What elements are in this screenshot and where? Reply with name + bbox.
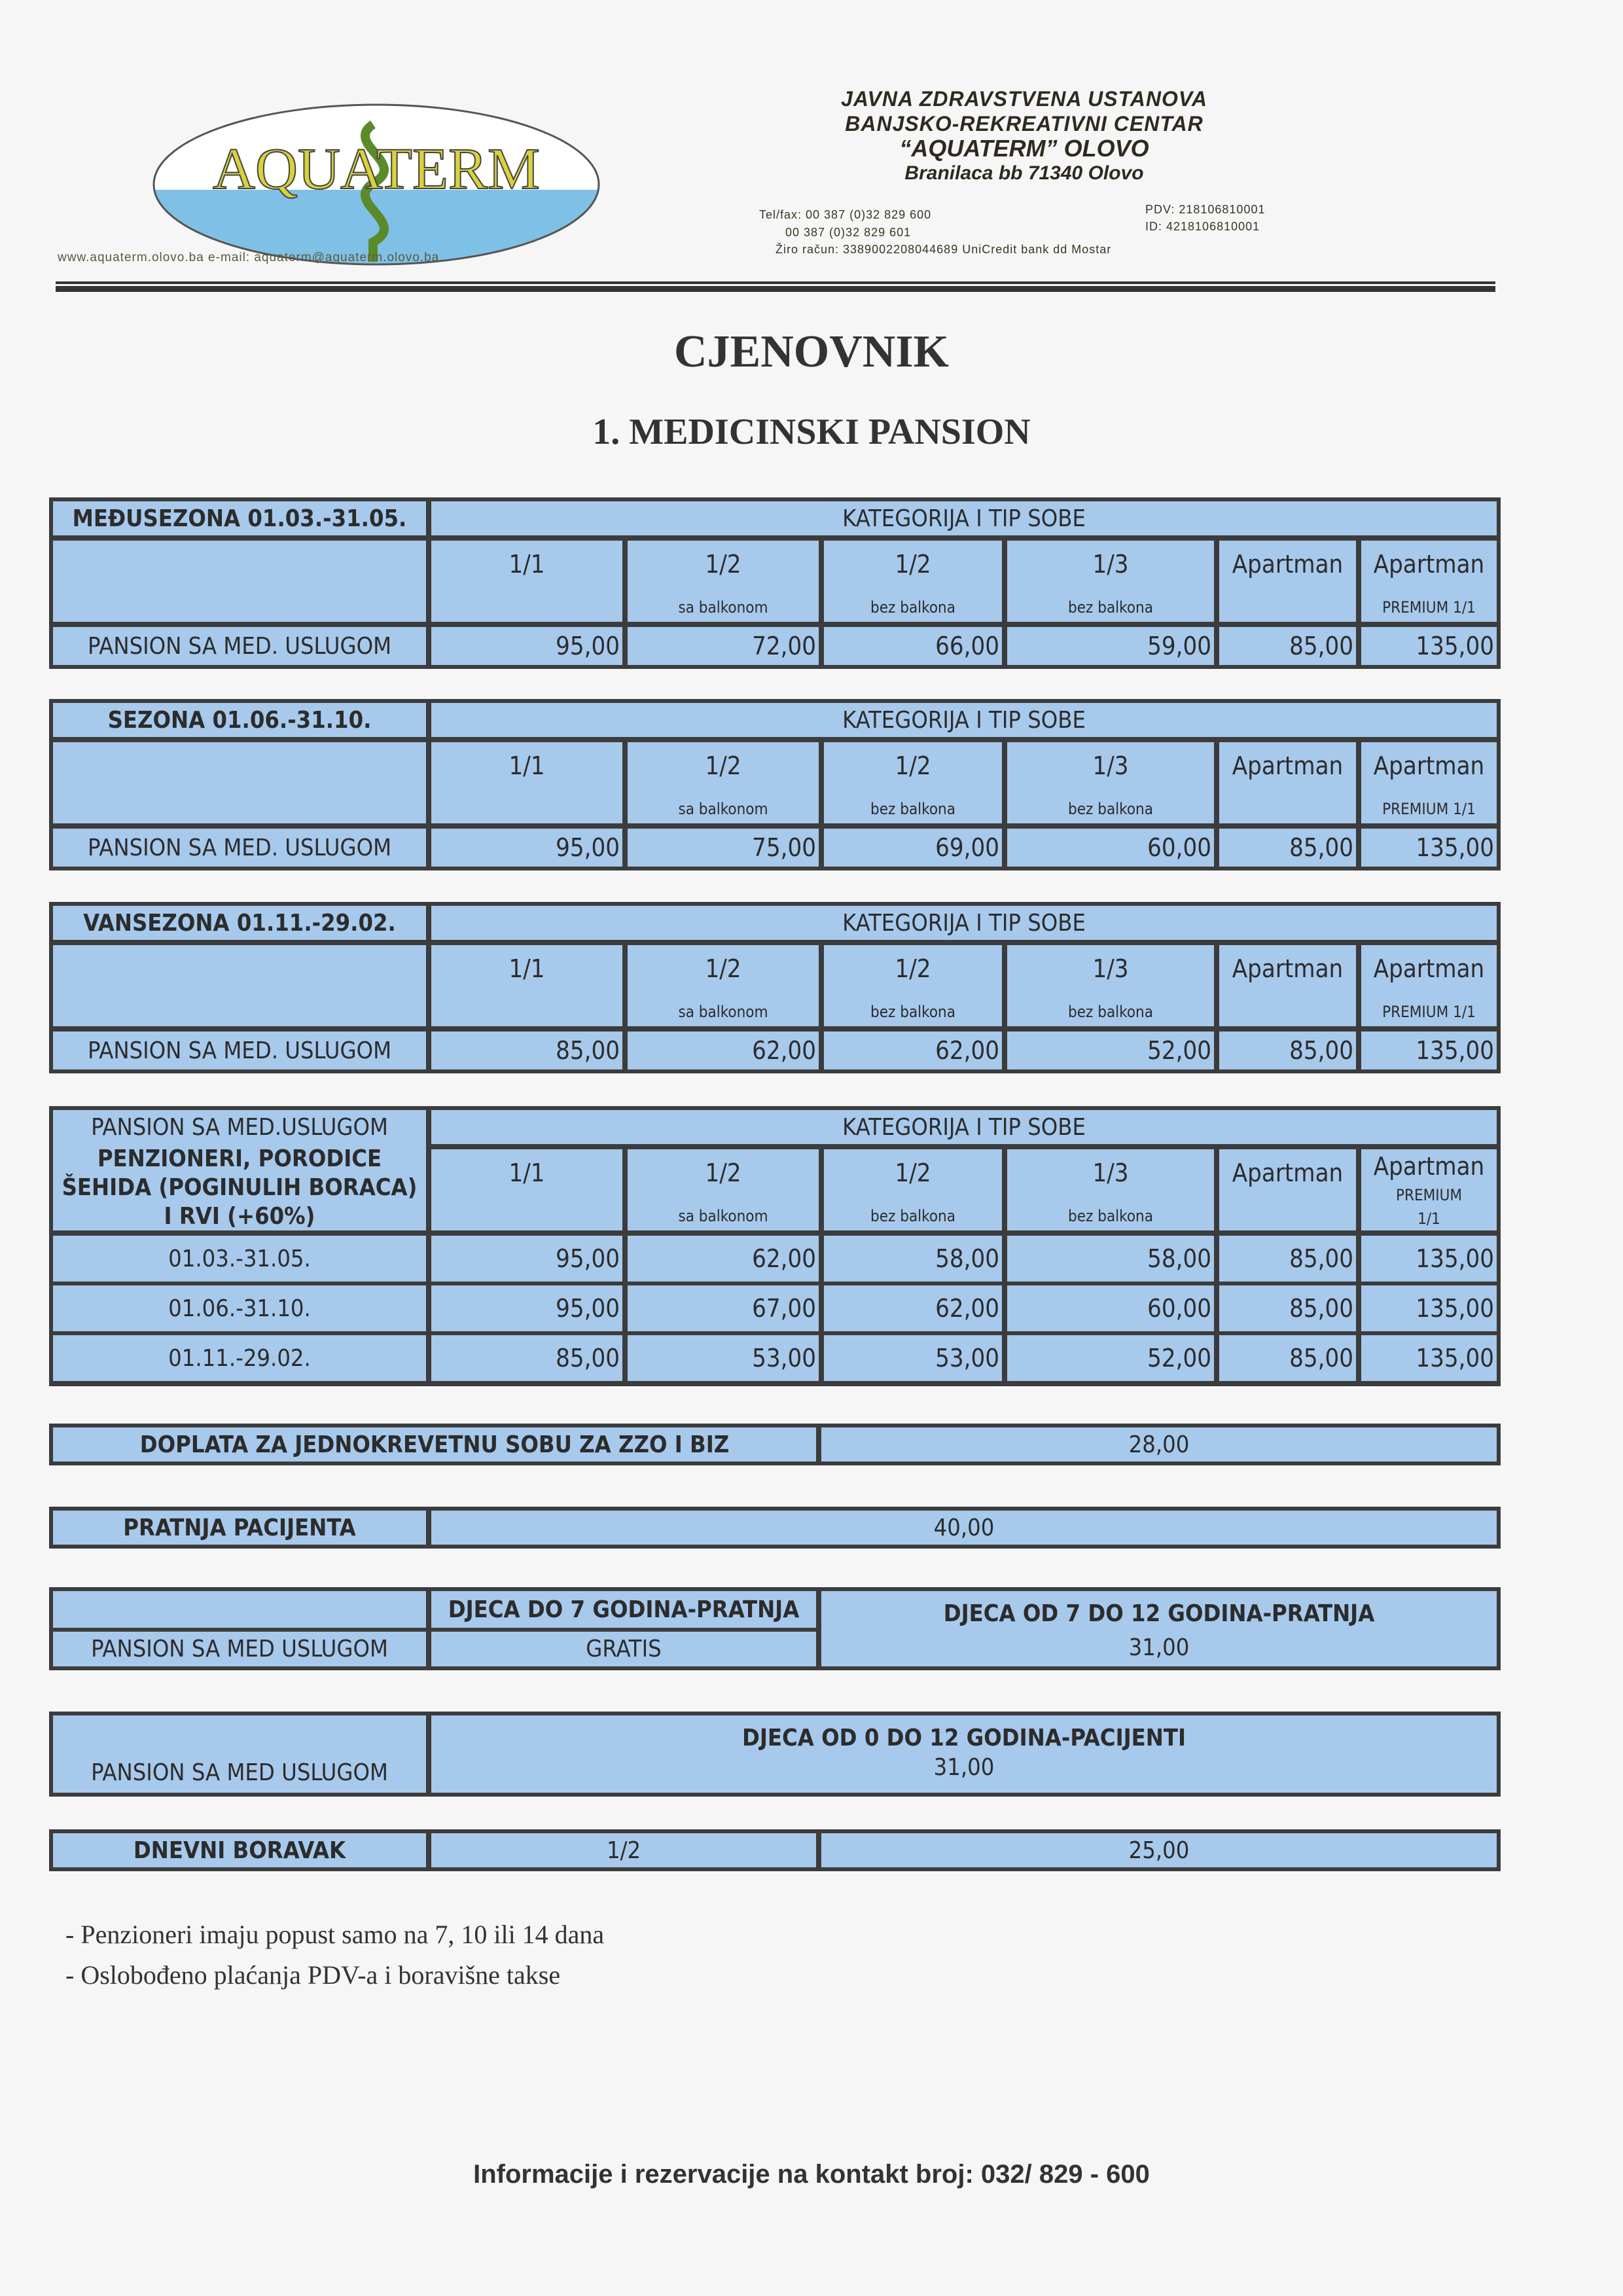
dnevni-boravak-table [49,1829,1501,1871]
logo-text: AQUATERM [212,137,541,202]
column-header [824,742,1002,823]
category-header: KATEGORIJA I TIP SOBE [431,1110,1497,1144]
doplata-label: DOPLATA ZA JEDNOKREVETNU SOBU ZA ZZO I BIZ [53,1427,816,1462]
price-cell: 59,00 [1007,627,1214,665]
special-label-bold-1: PENZIONERI, PORODICE [97,1145,382,1172]
column-sub: bez balkona [870,598,955,617]
category-header: KATEGORIJA I TIP SOBE [431,906,1497,940]
column-main: Apartman [1373,954,1485,983]
row-label: PANSION SA MED. USLUGOM [53,1031,426,1069]
footer-contact: Informacije i rezervacije na kontakt broj: 032/ 829 - 600 [473,2160,1150,2189]
column-header [1219,945,1356,1026]
id-number: ID: 4218106810001 [1145,220,1260,233]
org-line-2: BANJSKO-REKREATIVNI CENTAR [845,112,1204,135]
column-main: Apartman [1373,751,1485,780]
season-label: SEZONA 01.06.-31.10. [53,703,426,737]
price-cell: 135,00 [1361,1236,1497,1282]
organization-block [753,86,1296,186]
column-header [1007,945,1214,1026]
doplata-value: 28,00 [821,1427,1497,1462]
price-cell: 62,00 [824,1031,1002,1069]
column-sub: PREMIUM 1/1 [1382,800,1476,818]
season-label: VANSEZONA 01.11.-29.02. [53,906,426,940]
dnevni-type: 1/2 [431,1833,816,1867]
column-sub: PREMIUM [1395,1186,1463,1204]
children-7-12-header: DJECA OD 7 DO 12 GODINA-PRATNJA [943,1600,1375,1627]
season-price-table [49,699,1501,870]
column-main: Apartman [1232,550,1344,579]
price-cell: 85,00 [1219,1236,1356,1282]
price-cell: 53,00 [628,1335,819,1381]
price-cell: 53,00 [824,1335,1002,1381]
column-main: 1/2 [895,954,931,983]
column-header [628,742,819,823]
column-sub: sa balkonom [678,1003,768,1021]
price-cell: 85,00 [431,1031,622,1069]
note-2: - Oslobođeno plaćanja PDV-a i boravišne takse [65,1960,561,1990]
column-main: 1/3 [1092,751,1129,780]
aquaterm-logo [147,98,605,272]
column-header-premium [1361,1149,1497,1230]
price-cell: 66,00 [824,627,1002,665]
period-label: 01.11.-29.02. [53,1335,426,1381]
column-sub: bez balkona [870,800,955,818]
pdv-number: PDV: 218106810001 [1145,203,1266,216]
column-main: Apartman [1232,751,1344,780]
price-cell: 95,00 [431,1236,622,1282]
tel-fax: Tel/fax: 00 387 (0)32 829 600 [759,208,932,221]
price-cell: 95,00 [431,1285,622,1331]
price-cell: 135,00 [1361,1335,1497,1381]
dnevni-value: 25,00 [821,1833,1497,1867]
column-main: Apartman [1232,1158,1344,1187]
season-label: MEĐUSEZONA 01.03.-31.05. [53,501,426,535]
price-cell: 58,00 [824,1236,1002,1282]
price-cell: 85,00 [1219,1285,1356,1331]
price-cell: 62,00 [824,1285,1002,1331]
column-main: 1/1 [508,954,545,983]
column-sub: bez balkona [1068,1207,1153,1225]
price-cell: 135,00 [1361,1285,1497,1331]
price-cell: 72,00 [628,627,819,665]
price-cell: 85,00 [1219,829,1356,867]
price-cell: 85,00 [1219,627,1356,665]
column-header [1361,742,1497,823]
price-cell: 58,00 [1007,1236,1214,1282]
row-label: PANSION SA MED. USLUGOM [53,829,426,867]
price-cell: 95,00 [431,829,622,867]
price-cell: 85,00 [1219,1335,1356,1381]
column-sub: bez balkona [870,1003,955,1021]
column-header [628,541,819,622]
column-header [1007,742,1214,823]
column-main: 1/2 [895,1158,931,1187]
doplata-table [49,1424,1501,1465]
notes [65,1914,604,1996]
column-header [824,1149,1002,1230]
pratnja-table [49,1507,1501,1549]
column-main: 1/1 [508,1158,545,1187]
column-header [824,945,1002,1026]
column-header [1361,541,1497,622]
column-sub: sa balkonom [678,598,768,617]
price-cell: 95,00 [431,627,622,665]
special-price-table [49,1106,1501,1386]
price-cell: 135,00 [1361,1031,1497,1069]
column-header [431,742,622,823]
patients-header: DJECA OD 0 DO 12 GODINA-PACIJENTI [741,1725,1186,1751]
children-under7-value: GRATIS [431,1632,816,1666]
org-line-4: Branilaca bb 71340 Olovo [904,162,1144,184]
column-main: 1/2 [705,1158,741,1187]
column-main: 1/2 [895,550,931,579]
price-cell: 135,00 [1361,627,1497,665]
org-line-1: JAVNA ZDRAVSTVENA USTANOVA [841,87,1207,111]
column-main: 1/3 [1092,954,1129,983]
row-label: PANSION SA MED. USLUGOM [53,627,426,665]
patients-cell [431,1715,1497,1793]
price-cell: 60,00 [1007,1285,1214,1331]
header-divider-thin [56,281,1495,284]
price-cell: 62,00 [628,1031,819,1069]
price-cell: 60,00 [1007,829,1214,867]
column-header [1219,541,1356,622]
column-sub: bez balkona [1068,1003,1153,1021]
column-sub: bez balkona [1068,598,1153,617]
column-main: Apartman [1232,954,1344,983]
price-cell: 52,00 [1007,1031,1214,1069]
special-label-line1: PANSION SA MED.USLUGOM [53,1110,426,1144]
price-cell: 67,00 [628,1285,819,1331]
column-sub: bez balkona [870,1207,955,1225]
empty-label-cell [53,945,426,1026]
children-empty-cell [53,1591,426,1628]
column-header [1007,1149,1214,1230]
price-cell: 85,00 [431,1335,622,1381]
price-cell: 85,00 [1219,1031,1356,1069]
column-main: Apartman [1373,550,1485,579]
season-price-table [49,902,1501,1073]
empty-label-cell [53,742,426,823]
column-sub-2: 1/1 [1418,1210,1440,1228]
web-contact: www.aquaterm.olovo.ba e-mail: aquaterm@aquaterm.olovo.ba [58,251,440,264]
column-main: 1/2 [705,751,741,780]
season-price-table [49,497,1501,669]
children-escort-table [49,1587,1501,1670]
page-subtitle: 1. MEDICINSKI PANSION [592,412,1031,452]
column-sub: sa balkonom [678,1207,768,1225]
header-divider-thick [56,286,1495,292]
column-main: 1/1 [508,550,545,579]
empty-label-cell [53,541,426,622]
pratnja-label: PRATNJA PACIJENTA [53,1511,426,1545]
column-main: 1/3 [1092,1158,1129,1187]
price-cell: 62,00 [628,1236,819,1282]
price-cell: 69,00 [824,829,1002,867]
patients-table [49,1712,1501,1797]
special-label-bold-2: ŠEHIDA (POGINULIH BORACA) [62,1174,418,1201]
children-7-12-cell [821,1591,1497,1666]
org-line-3: “AQUATERM” OLOVO [899,135,1149,162]
column-header [628,1149,819,1230]
column-header [1219,1149,1356,1230]
special-label-cell [53,1144,426,1230]
column-header [1361,945,1497,1026]
patients-value: 31,00 [933,1754,995,1781]
column-header [628,945,819,1026]
column-sub: PREMIUM 1/1 [1382,1003,1476,1021]
column-header [431,541,622,622]
note-1: - Penzioneri imaju popust samo na 7, 10 ili 14 dana [65,1920,605,1949]
price-cell: 75,00 [628,829,819,867]
column-main: 1/1 [508,751,545,780]
column-header [1007,541,1214,622]
column-header [824,541,1002,622]
children-7-12-value: 31,00 [1128,1634,1190,1661]
dnevni-label: DNEVNI BORAVAK [53,1833,426,1867]
column-sub: PREMIUM 1/1 [1382,598,1476,617]
period-label: 01.03.-31.05. [53,1236,426,1282]
page-title: CJENOVNIK [673,327,950,377]
column-main: Apartman [1373,1152,1485,1181]
column-sub: bez balkona [1068,800,1153,818]
ziro-racun: Žiro račun: 3389002208044689 UniCredit bank dd Mostar [776,243,1112,256]
column-main: 1/2 [895,751,931,780]
tel-2: 00 387 (0)32 829 601 [785,226,912,239]
price-cell: 135,00 [1361,829,1497,867]
column-main: 1/2 [705,550,741,579]
children-under7-header: DJECA DO 7 GODINA-PRATNJA [431,1591,816,1628]
column-header [431,945,622,1026]
children-row-label: PANSION SA MED USLUGOM [53,1632,426,1666]
column-header [1219,742,1356,823]
category-header: KATEGORIJA I TIP SOBE [431,501,1497,535]
patients-row-label: PANSION SA MED USLUGOM [53,1715,426,1793]
column-sub: sa balkonom [678,800,768,818]
price-cell: 52,00 [1007,1335,1214,1381]
special-label-bold-3: I RVI (+60%) [164,1202,315,1230]
column-main: 1/3 [1092,550,1129,579]
pratnja-value: 40,00 [431,1511,1497,1545]
column-header [431,1149,622,1230]
period-label: 01.06.-31.10. [53,1285,426,1331]
column-main: 1/2 [705,954,741,983]
category-header: KATEGORIJA I TIP SOBE [431,703,1497,737]
